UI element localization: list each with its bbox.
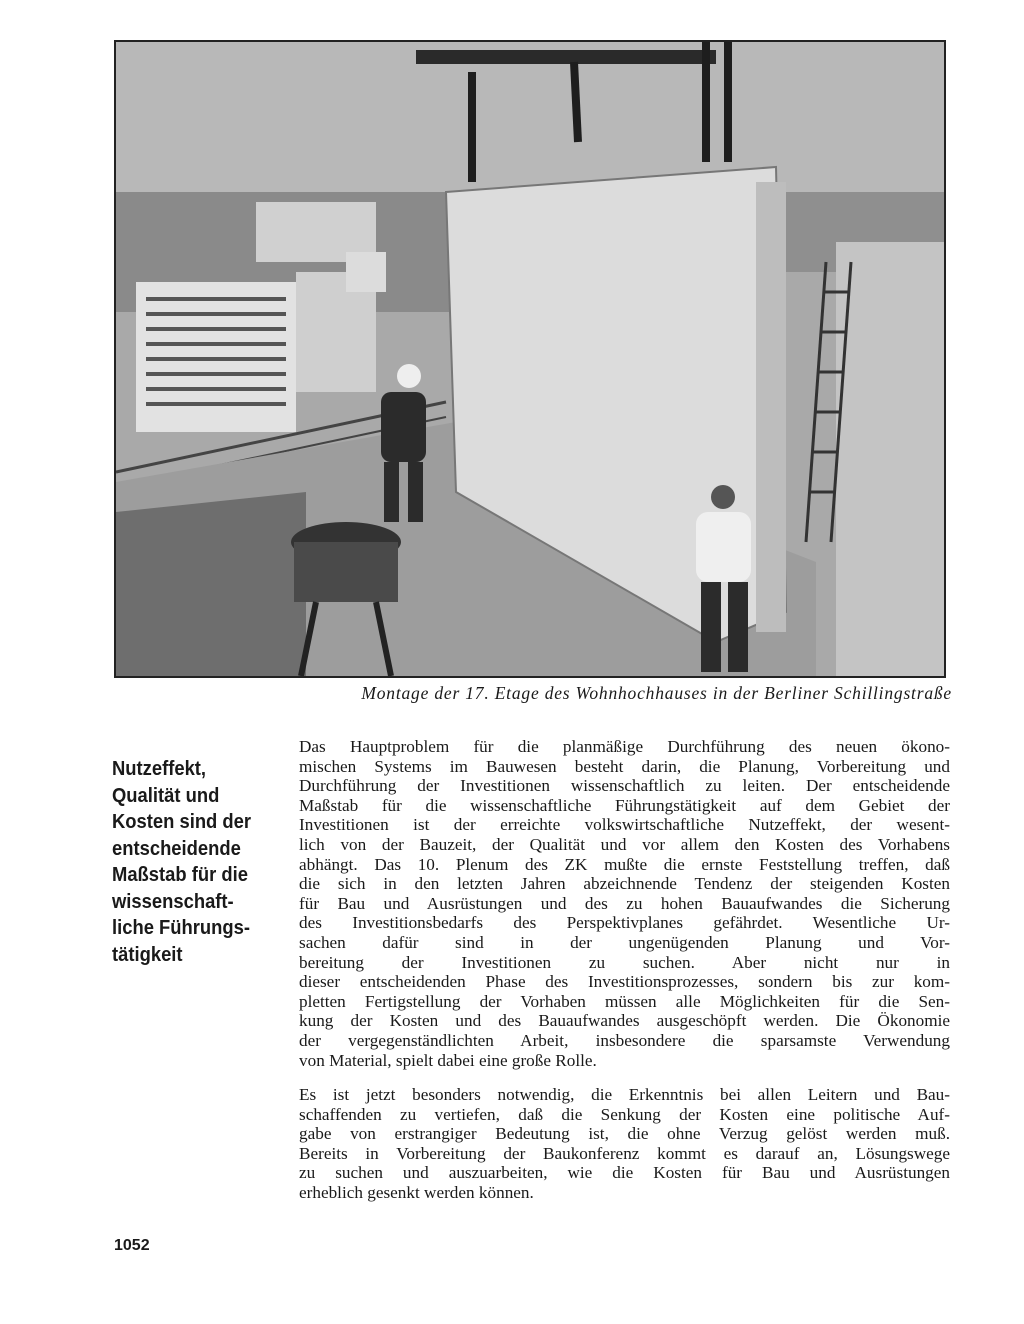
photo-caption: Montage der 17. Etage des Wohnhochhauses in der Berliner Schillingstraße [361,683,952,703]
text-line: Bereits in Vorbereitung der Baukonferenz kommt es darauf an, Lösungswege [299,1143,950,1163]
text-line: der vergegenständlichten Arbeit, insbesondere die sparsamste Verwendung [299,1030,950,1050]
text-line: Das Hauptproblem für die planmäßige Durchführung des neuen ökono- [299,737,950,756]
text-line: Durchführung der Investitionen wissenschaftlich zu leiten. Der entscheidende [299,776,950,796]
text-line: bereitung der Investitionen zu suchen. Aber nicht nur in [299,952,950,972]
text-line: sachen dafür sind in der ungenügenden Planung und Vor- [299,932,950,952]
text-line: die sich in den letzten Jahren abzeichnende Tendenz der steigenden Kosten [299,874,950,894]
paragraph-1 [299,737,950,1070]
side-heading-line: wissenschaft- [112,890,234,913]
side-heading-line: tätigkeit [112,943,183,966]
paragraph-2 [299,1085,950,1203]
side-heading-line: Maßstab für die [112,864,248,886]
text-line: pletten Fertigstellung der Vorhaben müssen alle Möglichkeiten für die Sen- [299,991,950,1011]
text-line: Maßstab für die wissenschaftliche Führungstätigkeit auf dem Gebiet der [299,795,950,815]
side-heading-line: Kosten sind der [112,811,252,833]
body-text [299,737,950,1203]
text-line: kung der Kosten und des Bauaufwandes ausgeschöpft werden. Die Ökonomie [299,1011,950,1031]
side-heading-line: Qualität und [112,784,220,807]
text-line: dieser entscheidenden Phase des Investitionsprozesses, sondern bis zur kom- [299,972,950,992]
page-number: 1052 [114,1237,150,1254]
text-line: lich von der Bauzeit, der Qualität und vor allem den Kosten des Vorhabens [299,834,950,854]
text-line: gabe von erstrangiger Bedeutung ist, die ohne Verzug gelöst werden muß. [299,1124,950,1144]
text-line: Es ist jetzt besonders notwendig, die Erkenntnis bei allen Leitern und Bau- [299,1085,950,1105]
side-heading [112,756,259,968]
text-line: des Investitionsbedarfs des Perspektivplanes gefährdet. Wesentliche Ur- [299,913,950,933]
text-line: für Bau und Ausrüstungen und des zu hohen Bauaufwandes die Sicherung [299,893,950,913]
text-line: Investitionen ist der erreichte volkswirtschaftliche Nutzeffekt, der wesent- [299,815,950,835]
text-line: mischen Systems im Bauwesen besteht darin, die Planung, Vorbereitung und [299,756,950,776]
text-line: von Material, spielt dabei eine große Rolle. [299,1050,597,1070]
text-line: schaffenden zu vertiefen, daß die Senkung der Kosten eine politische Auf- [299,1104,950,1124]
construction-photo [114,40,946,678]
side-heading-line: liche Führungs- [112,917,250,939]
side-heading-line: Nutzeffekt, [112,758,207,780]
side-heading-line: entscheidende [112,837,241,860]
text-line: zu suchen und auszuarbeiten, wie die Kosten für Bau und Ausrüstungen [299,1163,950,1183]
text-line: erheblich gesenkt werden können. [299,1183,534,1203]
text-line: abhängt. Das 10. Plenum des ZK mußte die ernste Feststellung treffen, daß [299,854,950,874]
